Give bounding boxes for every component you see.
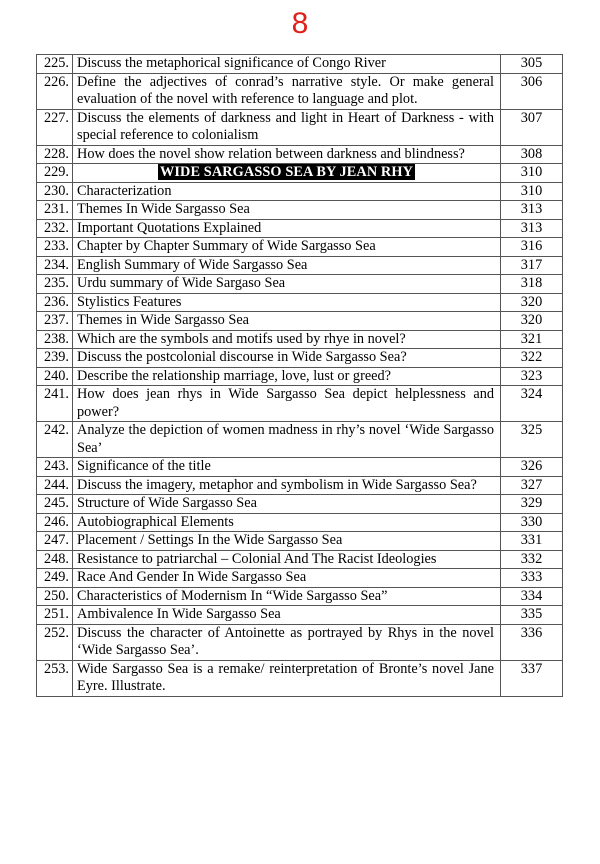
table-row — [37, 532, 563, 551]
entry-page: 324 — [501, 386, 563, 422]
entry-title: Discuss the metaphorical significance of Congo River — [73, 55, 501, 74]
entry-title: Resistance to patriarchal – Colonial And The Racist Ideologies — [73, 550, 501, 569]
entry-title: Urdu summary of Wide Sargaso Sea — [73, 275, 501, 294]
entry-number: 238. — [37, 330, 73, 349]
entry-title: Important Quotations Explained — [73, 219, 501, 238]
entry-title: Wide Sargasso Sea is a remake/ reinterpretation of Bronte’s novel Jane Eyre. Illustrate. — [73, 660, 501, 696]
entry-title: Chapter by Chapter Summary of Wide Sargasso Sea — [73, 238, 501, 257]
entry-number: 230. — [37, 182, 73, 201]
entry-page: 335 — [501, 606, 563, 625]
entry-title: Discuss the postcolonial discourse in Wide Sargasso Sea? — [73, 349, 501, 368]
section-heading: WIDE SARGASSO SEA BY JEAN RHY — [159, 164, 414, 180]
entry-page: 316 — [501, 238, 563, 257]
entry-number: 227. — [37, 109, 73, 145]
entry-page: 325 — [501, 422, 563, 458]
table-row — [37, 293, 563, 312]
table-row — [37, 495, 563, 514]
entry-page: 306 — [501, 73, 563, 109]
table-row — [37, 624, 563, 660]
entry-number: 240. — [37, 367, 73, 386]
table-row — [37, 386, 563, 422]
entry-page: 313 — [501, 201, 563, 220]
table-row — [37, 73, 563, 109]
table-row — [37, 606, 563, 625]
entry-title: How does the novel show relation between darkness and blindness? — [73, 145, 501, 164]
entry-title: Placement / Settings In the Wide Sargasso Sea — [73, 532, 501, 551]
entry-title: Significance of the title — [73, 458, 501, 477]
table-row — [37, 312, 563, 331]
entry-page: 327 — [501, 476, 563, 495]
table-row — [37, 367, 563, 386]
entry-number: 245. — [37, 495, 73, 514]
entry-title: English Summary of Wide Sargasso Sea — [73, 256, 501, 275]
table-row — [37, 182, 563, 201]
entry-number: 246. — [37, 513, 73, 532]
table-row — [37, 275, 563, 294]
table-row — [37, 422, 563, 458]
table-row — [37, 476, 563, 495]
entry-page: 322 — [501, 349, 563, 368]
table-row — [37, 330, 563, 349]
entry-number: 231. — [37, 201, 73, 220]
entry-page: 331 — [501, 532, 563, 551]
table-row — [37, 569, 563, 588]
entry-title: Analyze the depiction of women madness in rhy’s novel ‘Wide Sargasso Sea’ — [73, 422, 501, 458]
entry-number: 249. — [37, 569, 73, 588]
entry-number: 239. — [37, 349, 73, 368]
entry-number: 243. — [37, 458, 73, 477]
entry-page: 305 — [501, 55, 563, 74]
entry-page: 336 — [501, 624, 563, 660]
entry-number: 251. — [37, 606, 73, 625]
entry-number: 229. — [37, 164, 73, 183]
entry-number: 228. — [37, 145, 73, 164]
entry-number: 252. — [37, 624, 73, 660]
entry-page: 321 — [501, 330, 563, 349]
entry-number: 242. — [37, 422, 73, 458]
entry-page: 317 — [501, 256, 563, 275]
entry-page: 313 — [501, 219, 563, 238]
entry-page: 332 — [501, 550, 563, 569]
entry-page: 307 — [501, 109, 563, 145]
entry-title: Race And Gender In Wide Sargasso Sea — [73, 569, 501, 588]
table-row — [37, 660, 563, 696]
table-row — [37, 513, 563, 532]
entry-title: Discuss the character of Antoinette as portrayed by Rhys in the novel ‘Wide Sargasso Sea’. — [73, 624, 501, 660]
entry-page: 334 — [501, 587, 563, 606]
entry-title: Define the adjectives of conrad’s narrative style. Or make general evaluation of the novel with reference to language and plot. — [73, 73, 501, 109]
entry-number: 233. — [37, 238, 73, 257]
entry-number: 225. — [37, 55, 73, 74]
page-number: 8 — [291, 7, 309, 40]
entry-number: 247. — [37, 532, 73, 551]
entry-title: Discuss the imagery, metaphor and symbolism in Wide Sargasso Sea? — [73, 476, 501, 495]
entry-title: Characteristics of Modernism In “Wide Sargasso Sea” — [73, 587, 501, 606]
table-row — [37, 201, 563, 220]
table-row — [37, 109, 563, 145]
table-row — [37, 238, 563, 257]
entry-number: 237. — [37, 312, 73, 331]
entry-number: 248. — [37, 550, 73, 569]
entry-page: 308 — [501, 145, 563, 164]
table-row — [37, 256, 563, 275]
entry-number: 235. — [37, 275, 73, 294]
entry-page: 326 — [501, 458, 563, 477]
entry-page: 318 — [501, 275, 563, 294]
entry-page: 333 — [501, 569, 563, 588]
table-row — [37, 458, 563, 477]
entry-number: 226. — [37, 73, 73, 109]
entry-number: 250. — [37, 587, 73, 606]
entry-title: Autobiographical Elements — [73, 513, 501, 532]
entry-title: Characterization — [73, 182, 501, 201]
entry-title: Which are the symbols and motifs used by rhye in novel? — [73, 330, 501, 349]
table-of-contents — [36, 54, 563, 697]
entry-page: 329 — [501, 495, 563, 514]
entry-number: 236. — [37, 293, 73, 312]
section-heading-cell — [73, 164, 501, 183]
entry-page: 310 — [501, 182, 563, 201]
entry-number: 244. — [37, 476, 73, 495]
entry-title: Stylistics Features — [73, 293, 501, 312]
table-row — [37, 349, 563, 368]
table-row — [37, 219, 563, 238]
entry-title: How does jean rhys in Wide Sargasso Sea depict helplessness and power? — [73, 386, 501, 422]
entry-page: 323 — [501, 367, 563, 386]
entry-title: Themes In Wide Sargasso Sea — [73, 201, 501, 220]
entry-title: Structure of Wide Sargasso Sea — [73, 495, 501, 514]
entry-number: 232. — [37, 219, 73, 238]
table-row — [37, 145, 563, 164]
entry-title: Discuss the elements of darkness and light in Heart of Darkness - with special reference to colonialism — [73, 109, 501, 145]
table-row — [37, 164, 563, 183]
table-row — [37, 55, 563, 74]
table-row — [37, 587, 563, 606]
entry-page: 330 — [501, 513, 563, 532]
entry-number: 241. — [37, 386, 73, 422]
table-row — [37, 550, 563, 569]
entry-number: 253. — [37, 660, 73, 696]
entry-page: 310 — [501, 164, 563, 183]
entry-title: Ambivalence In Wide Sargasso Sea — [73, 606, 501, 625]
entry-page: 337 — [501, 660, 563, 696]
entry-title: Themes in Wide Sargasso Sea — [73, 312, 501, 331]
entry-page: 320 — [501, 312, 563, 331]
entry-title: Describe the relationship marriage, love, lust or greed? — [73, 367, 501, 386]
entry-number: 234. — [37, 256, 73, 275]
entry-page: 320 — [501, 293, 563, 312]
